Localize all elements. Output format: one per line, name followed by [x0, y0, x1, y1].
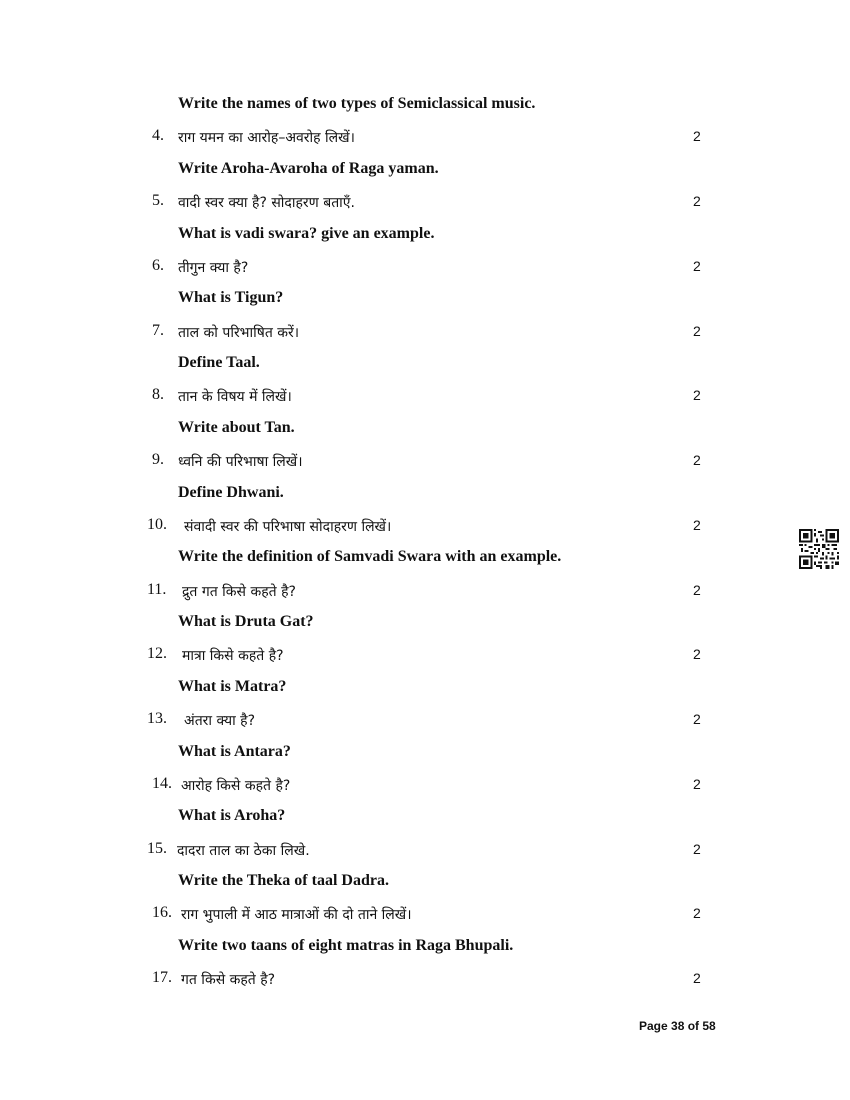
- question-row: [0, 257, 850, 281]
- question-row: [0, 775, 850, 799]
- question-english: Write about Tan.: [178, 419, 295, 436]
- question-hindi: ताल को परिभाषित करें।: [178, 325, 300, 341]
- question-number: 17.: [152, 969, 172, 986]
- question-hindi: ध्वनि की परिभाषा लिखें।: [178, 454, 303, 470]
- question-english-row: [0, 743, 850, 767]
- question-number: 13.: [147, 710, 167, 727]
- qr-code-icon: [799, 529, 839, 569]
- question-hindi: तान के विषय में लिखें।: [178, 389, 292, 405]
- question-english-row: [0, 937, 850, 961]
- question-number: 10.: [147, 516, 167, 533]
- question-number: 7.: [152, 322, 164, 339]
- question-hindi: गत किसे कहते है?: [181, 972, 276, 988]
- question-english: Define Taal.: [178, 354, 260, 371]
- question-marks: 2: [693, 841, 701, 857]
- question-marks: 2: [693, 128, 701, 144]
- question-hindi: राग यमन का आरोह–अवरोह लिखें।: [178, 130, 355, 146]
- question-english: Write the Theka of taal Dadra.: [178, 872, 389, 889]
- question-hindi: राग भुपाली में आठ मात्राओं की दो ताने लिखें।: [181, 907, 412, 923]
- question-row: [0, 645, 850, 669]
- question-row: [0, 840, 850, 864]
- question-number: 8.: [152, 386, 164, 403]
- question-english: Write the definition of Samvadi Swara with an example.: [178, 548, 562, 565]
- question-row: [0, 192, 850, 216]
- question-english-row: [0, 678, 850, 702]
- question-number: 6.: [152, 257, 164, 274]
- question-number: 12.: [147, 645, 167, 662]
- question-number: 16.: [152, 904, 172, 921]
- question-number: 4.: [152, 127, 164, 144]
- question-marks: 2: [693, 387, 701, 403]
- question-english-row: [0, 613, 850, 637]
- question-marks: 2: [693, 452, 701, 468]
- question-row: [0, 969, 850, 993]
- question-hindi: संवादी स्वर की परिभाषा सोदाहरण लिखें।: [184, 519, 392, 535]
- intro-line: [0, 95, 850, 119]
- question-marks: 2: [693, 970, 701, 986]
- question-number: 9.: [152, 451, 164, 468]
- question-marks: 2: [693, 776, 701, 792]
- page-footer: Page 38 of 58: [639, 1019, 716, 1033]
- question-marks: 2: [693, 905, 701, 921]
- question-row: [0, 127, 850, 151]
- question-row: [0, 516, 850, 540]
- question-marks: 2: [693, 323, 701, 339]
- question-english-row: [0, 548, 850, 572]
- question-english: Write Aroha-Avaroha of Raga yaman.: [178, 160, 439, 177]
- question-english: Write the names of two types of Semiclassical music.: [178, 95, 536, 112]
- question-english-row: [0, 225, 850, 249]
- question-hindi: द्रुत गत किसे कहते है?: [182, 584, 296, 600]
- question-hindi: अंतरा क्या है?: [184, 713, 256, 729]
- question-english-row: [0, 419, 850, 443]
- question-english-row: [0, 807, 850, 831]
- question-english: What is Antara?: [178, 743, 291, 760]
- question-english: Write two taans of eight matras in Raga Bhupali.: [178, 937, 514, 954]
- question-hindi: आरोह किसे कहते है?: [181, 778, 291, 794]
- question-marks: 2: [693, 517, 701, 533]
- question-english-row: [0, 872, 850, 896]
- question-row: [0, 386, 850, 410]
- question-marks: 2: [693, 582, 701, 598]
- question-english-row: [0, 289, 850, 313]
- question-english-row: [0, 484, 850, 508]
- question-english: What is vadi swara? give an example.: [178, 225, 435, 242]
- question-marks: 2: [693, 193, 701, 209]
- question-english: What is Tigun?: [178, 289, 284, 306]
- question-english-row: [0, 354, 850, 378]
- question-number: 14.: [152, 775, 172, 792]
- question-number: 5.: [152, 192, 164, 209]
- question-row: [0, 322, 850, 346]
- question-number: 11.: [147, 581, 167, 598]
- question-marks: 2: [693, 258, 701, 274]
- question-english-row: [0, 160, 850, 184]
- question-hindi: तीगुन क्या है?: [178, 260, 249, 276]
- question-row: [0, 710, 850, 734]
- question-row: [0, 451, 850, 475]
- question-marks: 2: [693, 711, 701, 727]
- question-english: What is Aroha?: [178, 807, 286, 824]
- question-english: Define Dhwani.: [178, 484, 284, 501]
- question-hindi: वादी स्वर क्या है? सोदाहरण बताएँ.: [178, 195, 356, 211]
- question-row: [0, 904, 850, 928]
- question-row: [0, 581, 850, 605]
- question-english: What is Druta Gat?: [178, 613, 314, 630]
- question-marks: 2: [693, 646, 701, 662]
- question-hindi: दादरा ताल का ठेका लिखे.: [177, 843, 310, 859]
- question-number: 15.: [147, 840, 167, 857]
- question-hindi: मात्रा किसे कहते है?: [182, 648, 284, 664]
- question-english: What is Matra?: [178, 678, 287, 695]
